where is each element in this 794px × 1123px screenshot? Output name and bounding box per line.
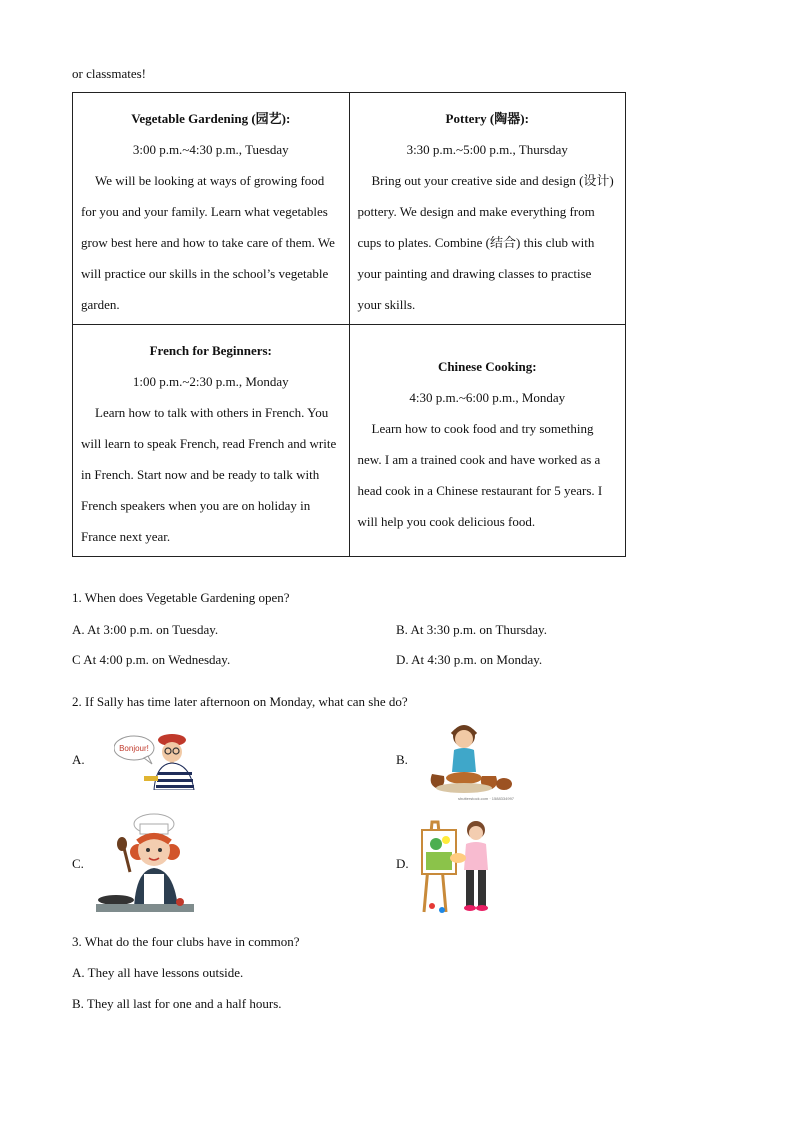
question-3: 3. What do the four clubs have in common? — [72, 934, 300, 949]
club-description: Learn how to cook food and try something new. I am a trained cook and have worked as a head cook in a Chinese restaurant for 5 years. I will help you cook delicious food. — [357, 420, 603, 529]
stock-caption: shutterstock.com · 1588334997 — [458, 796, 515, 801]
q1-option-b[interactable]: B. At 3:30 p.m. on Thursday. — [396, 622, 547, 637]
club-description: Bring out your creative side and design (设计) pottery. We design and make everything from cups to plates. Combine (结合) this club with your painting and drawing classes to practise your skills. — [357, 173, 614, 312]
pottery-girl-illustration[interactable] — [418, 722, 518, 802]
club-time: 3:30 p.m.~5:00 p.m., Thursday — [406, 142, 568, 157]
french-speaker-illustration[interactable] — [114, 728, 200, 790]
q3-option-b[interactable]: B. They all last for one and a half hours. — [72, 996, 282, 1011]
club-time: 4:30 p.m.~6:00 p.m., Monday — [409, 389, 566, 405]
question-1: 1. When does Vegetable Gardening open? — [72, 590, 290, 605]
clubs-table — [72, 92, 626, 557]
club-title: Chinese Cooking: — [437, 358, 537, 374]
q2-option-d-label[interactable]: D. — [396, 856, 409, 871]
q3-option-a[interactable]: A. They all have lessons outside. — [72, 965, 244, 980]
intro-text: or classmates! — [72, 66, 147, 81]
q2-option-a-label[interactable]: A. — [72, 752, 85, 767]
club-title: Pottery (陶器): — [445, 111, 529, 126]
club-title: Vegetable Gardening (园艺): — [131, 111, 291, 126]
club-time: 1:00 p.m.~2:30 p.m., Monday — [132, 374, 289, 389]
club-cell-gardening — [73, 93, 350, 325]
bonjour-bubble-text: Bonjour! — [119, 744, 149, 753]
club-cell-cooking — [349, 325, 626, 557]
club-cell-pottery — [349, 93, 626, 325]
q2-option-b-label[interactable]: B. — [396, 752, 408, 767]
chef-girl-illustration[interactable] — [94, 812, 196, 916]
club-description: We will be looking at ways of growing food for you and your family. Learn what vegetables grow best here and how to take care of them. We will practice our skills in the school’s vegetable garden. — [81, 173, 335, 312]
club-cell-french — [73, 325, 350, 557]
club-title: French for Beginners: — [149, 343, 272, 358]
club-description: Learn how to talk with others in French. You will learn to speak French, read French and write in French. Start now and be ready to talk with French speakers when you are on holiday in France next year. — [81, 405, 337, 544]
q1-option-c[interactable]: C At 4:00 p.m. on Wednesday. — [72, 652, 231, 667]
question-2: 2. If Sally has time later afternoon on Monday, what can she do? — [72, 694, 408, 709]
q2-option-c-label[interactable]: C. — [72, 856, 84, 871]
painting-girl-illustration[interactable] — [418, 816, 496, 914]
club-time: 3:00 p.m.~4:30 p.m., Tuesday — [132, 142, 289, 157]
q1-option-d[interactable]: D. At 4:30 p.m. on Monday. — [396, 652, 543, 667]
q1-option-a[interactable]: A. At 3:00 p.m. on Tuesday. — [72, 622, 219, 637]
